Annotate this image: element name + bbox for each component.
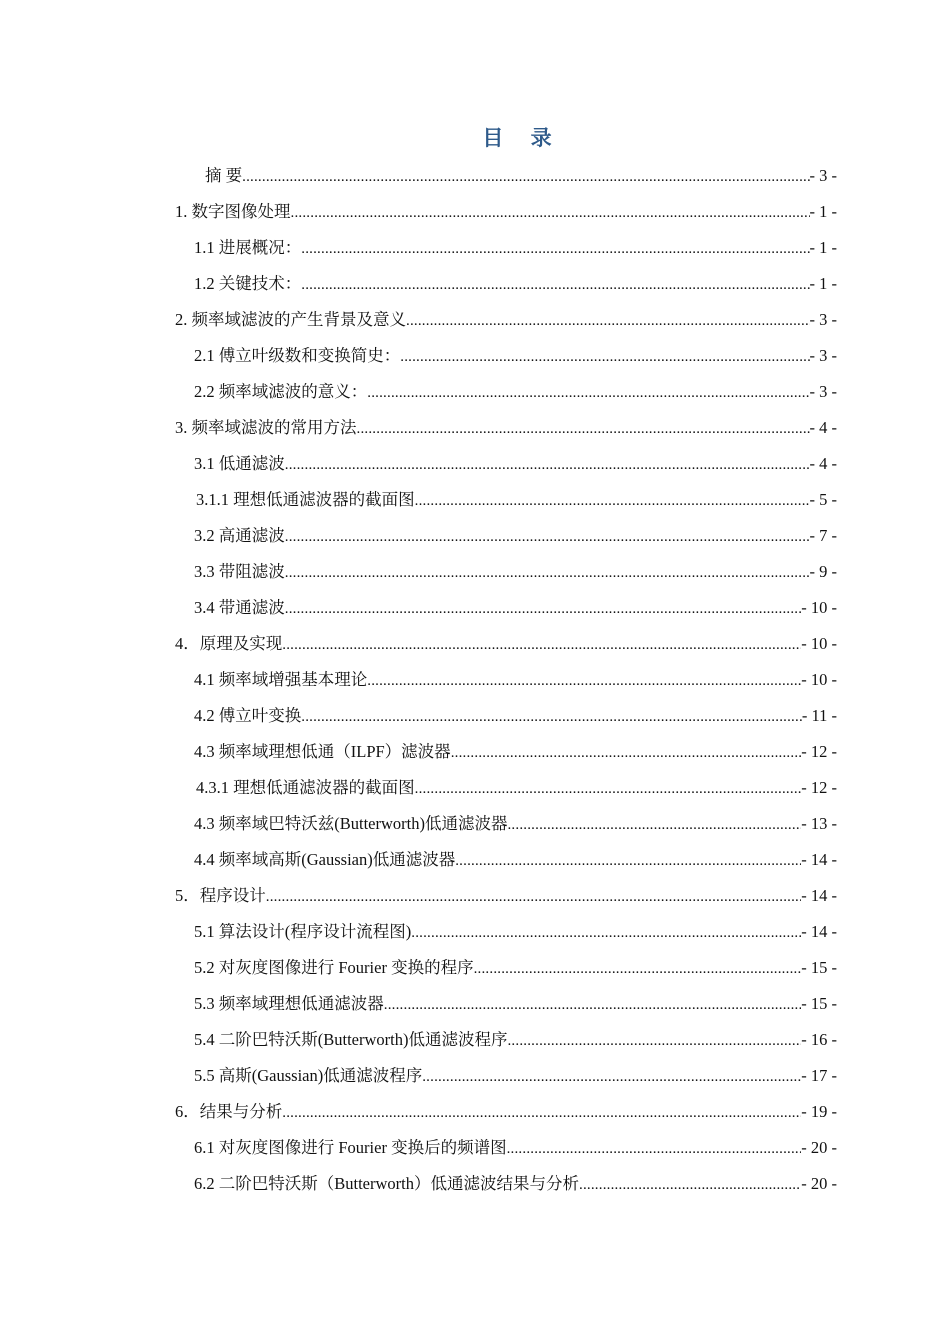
toc-entry-page-number: - 4 - (809, 418, 837, 437)
dot-leader (415, 770, 802, 806)
toc-entry-page-number: - 3 - (809, 310, 837, 329)
toc-entry-label: 5.2 对灰度图像进行 Fourier 变换的程序 (194, 958, 474, 977)
toc-entry[interactable] (194, 266, 837, 302)
toc-entry[interactable] (194, 734, 837, 770)
toc-entry-label: 3.4 带通滤波 (194, 598, 285, 617)
toc-entry[interactable] (194, 1022, 837, 1058)
dot-leader (451, 734, 802, 770)
dot-leader (579, 1166, 801, 1202)
toc-entry-label: 3.2 高通滤波 (194, 526, 285, 545)
toc-entry-label: 3.3 带阻滤波 (194, 562, 285, 581)
toc-entry[interactable] (194, 1166, 837, 1202)
dot-leader (242, 158, 809, 194)
toc-entry-label: 3. 频率域滤波的常用方法 (175, 418, 357, 437)
toc-entry-label: 1. 数字图像处理 (175, 202, 291, 221)
toc-entry-label: 2. 频率域滤波的产生背景及意义 (175, 310, 406, 329)
toc-entry[interactable] (194, 914, 837, 950)
toc-entry-label: 摘 要 (205, 166, 243, 185)
toc-entry-page-number: - 7 - (809, 526, 837, 545)
dot-leader (367, 374, 809, 410)
toc-entry[interactable] (175, 1094, 837, 1130)
toc-entry[interactable] (175, 302, 837, 338)
dot-leader (285, 518, 810, 554)
toc-entry[interactable] (194, 950, 837, 986)
toc-entry-page-number: - 4 - (809, 454, 837, 473)
toc-entry-label: 6.1 对灰度图像进行 Fourier 变换后的频谱图 (194, 1138, 507, 1157)
dot-leader (422, 1058, 801, 1094)
toc-entry-page-number: - 14 - (801, 922, 837, 941)
toc-entry[interactable] (194, 1130, 837, 1166)
toc-entry-label: 5.1 算法设计(程序设计流程图) (194, 922, 412, 941)
dot-leader (474, 950, 802, 986)
toc-entry[interactable] (194, 518, 837, 554)
toc-entry-page-number: - 11 - (801, 706, 837, 725)
dot-leader (411, 914, 801, 950)
toc-entry-label: 6.2 二阶巴特沃斯（Butterworth）低通滤波结果与分析 (194, 1174, 579, 1193)
toc-entry[interactable] (205, 158, 837, 194)
toc-entry[interactable] (194, 338, 837, 374)
toc-entry-page-number: - 19 - (801, 1102, 837, 1121)
dot-leader (301, 266, 809, 302)
toc-entry-page-number: - 12 - (801, 778, 837, 797)
dot-leader (266, 878, 802, 914)
toc-entry[interactable] (196, 770, 837, 806)
toc-entry-label: 2.2 频率域滤波的意义： (194, 382, 368, 401)
toc-entry[interactable] (194, 842, 837, 878)
dot-leader (291, 194, 810, 230)
toc-entry[interactable] (194, 698, 837, 734)
toc-entry-label: 1.1 进展概况： (194, 238, 302, 257)
toc-entry-page-number: - 15 - (801, 958, 837, 977)
toc-entry-label: 4.1 频率域增强基本理论 (194, 670, 368, 689)
toc-entry-label: 4．原理及实现 (175, 634, 283, 653)
dot-leader (455, 842, 801, 878)
dot-leader (282, 626, 801, 662)
toc-entry-label: 5.4 二阶巴特沃斯(Butterworth)低通滤波程序 (194, 1030, 508, 1049)
toc-entry[interactable] (194, 590, 837, 626)
toc-entry-label: 4.2 傅立叶变换 (194, 706, 302, 725)
toc-entry[interactable] (194, 986, 837, 1022)
dot-leader (285, 590, 802, 626)
toc-entry-page-number: - 5 - (809, 490, 837, 509)
toc-entry[interactable] (194, 374, 837, 410)
toc-entry-label: 4.3.1 理想低通滤波器的截面图 (196, 778, 415, 797)
dot-leader (367, 662, 801, 698)
dot-leader (415, 482, 810, 518)
toc-entry-page-number: - 3 - (809, 346, 837, 365)
dot-leader (285, 446, 810, 482)
dot-leader (285, 554, 810, 590)
toc-entry-page-number: - 1 - (809, 238, 837, 257)
dot-leader (507, 1022, 801, 1058)
dot-leader (301, 230, 809, 266)
toc-entry[interactable] (194, 1058, 837, 1094)
toc-entry[interactable] (194, 806, 837, 842)
toc-entry-page-number: - 12 - (801, 742, 837, 761)
toc-entry-label: 4.3 频率域理想低通（ILPF）滤波器 (194, 742, 451, 761)
toc-entry-page-number: - 14 - (801, 850, 837, 869)
toc-entry[interactable] (194, 446, 837, 482)
toc-entry[interactable] (194, 662, 837, 698)
toc-entry-label: 5.3 频率域理想低通滤波器 (194, 994, 384, 1013)
dot-leader (400, 338, 809, 374)
toc-entry-page-number: - 10 - (801, 670, 837, 689)
toc-entry-page-number: - 1 - (809, 274, 837, 293)
toc-entry-page-number: - 10 - (801, 634, 837, 653)
toc-entry-page-number: - 14 - (801, 886, 837, 905)
toc-entry[interactable] (194, 230, 837, 266)
dot-leader (384, 986, 802, 1022)
dot-leader (507, 1130, 802, 1166)
toc-entry-label: 3.1 低通滤波 (194, 454, 285, 473)
toc-entry-page-number: - 9 - (809, 562, 837, 581)
toc-entry[interactable] (175, 878, 837, 914)
toc-entry-page-number: - 20 - (801, 1174, 837, 1193)
toc-entry-page-number: - 3 - (809, 382, 837, 401)
toc-entry-page-number: - 13 - (801, 814, 837, 833)
toc-entry-page-number: - 17 - (801, 1066, 837, 1085)
dot-leader (357, 410, 810, 446)
toc-entry-page-number: - 16 - (801, 1030, 837, 1049)
toc-entry-label: 5.5 高斯(Gaussian)低通滤波程序 (194, 1066, 423, 1085)
toc-entry-label: 6．结果与分析 (175, 1102, 283, 1121)
dot-leader (282, 1094, 801, 1130)
dot-leader (507, 806, 801, 842)
toc-entry[interactable] (196, 482, 837, 518)
toc-entry-page-number: - 3 - (809, 166, 837, 185)
toc-entry-page-number: - 1 - (809, 202, 837, 221)
toc-list (0, 158, 950, 1202)
toc-entry-label: 4.3 频率域巴特沃兹(Butterworth)低通滤波器 (194, 814, 508, 833)
toc-entry[interactable] (175, 194, 837, 230)
toc-entry-page-number: - 20 - (801, 1138, 837, 1157)
toc-title: 目 录 (482, 126, 562, 150)
toc-entry[interactable] (194, 554, 837, 590)
toc-entry-label: 4.4 频率域高斯(Gaussian)低通滤波器 (194, 850, 456, 869)
toc-entry-label: 2.1 傅立叶级数和变换简史： (194, 346, 401, 365)
toc-entry-page-number: - 10 - (801, 598, 837, 617)
toc-entry-page-number: - 15 - (801, 994, 837, 1013)
dot-leader (301, 698, 802, 734)
toc-entry-label: 3.1.1 理想低通滤波器的截面图 (196, 490, 415, 509)
dot-leader (406, 302, 810, 338)
toc-entry[interactable] (175, 410, 837, 446)
toc-entry-label: 1.2 关键技术： (194, 274, 302, 293)
toc-entry[interactable] (175, 626, 837, 662)
toc-entry-label: 5．程序设计 (175, 886, 266, 905)
